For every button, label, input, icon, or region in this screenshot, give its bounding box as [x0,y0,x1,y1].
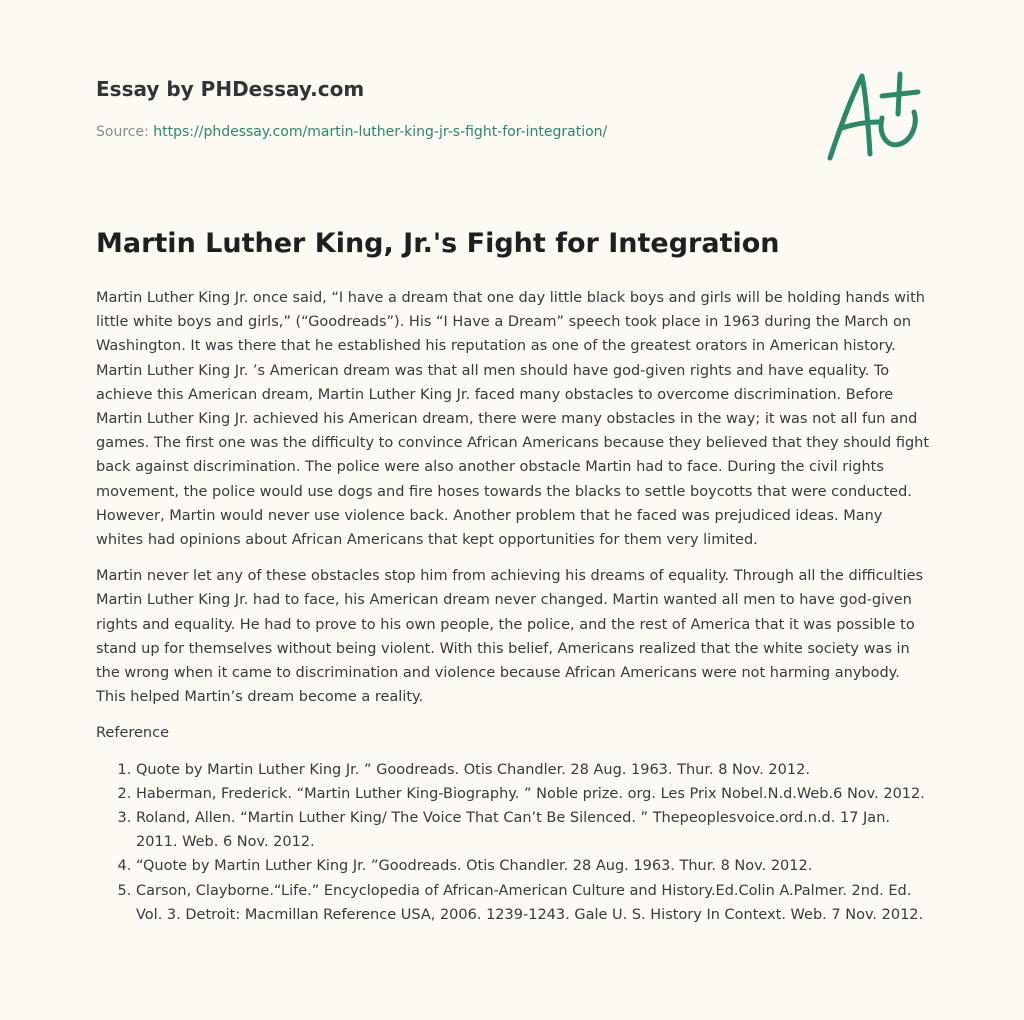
essay-title: Martin Luther King, Jr.'s Fight for Integration [96,228,780,259]
reference-heading: Reference [96,725,170,742]
reference-list [96,758,932,927]
source-line [96,124,607,140]
reference-item: 5. Carson, Clayborne.“Life.” Encyclopedia of African-American Culture and History.Ed.Colin A.Palmer. 2nd. Ed. Vol. 3. Detroit: Macmillan Reference USA, 2006. 1239-1243. Gale U. S. History In Context. Web. 7 Nov. 2012. [136,879,932,927]
site-brand: Essay by PHDessay.com [96,77,365,101]
source-label: Source: [96,124,154,140]
a-plus-grade-icon [822,66,932,166]
reference-item: 1. Quote by Martin Luther King Jr. ” Goodreads. Otis Chandler. 28 Aug. 1963. Thur. 8 Nov. 2012. [136,758,932,782]
reference-item: 2. Haberman, Frederick. “Martin Luther King-Biography. ” Noble prize. org. Les Prix Nobel.N.d.Web.6 Nov. 2012. [136,782,932,806]
paragraph-2: Martin never let any of these obstacles stop him from achieving his dreams of equality. Through all the difficulties Martin Luther King Jr. had to face, his American dream never changed. Martin wanted all men to have god-given rights and equality. He had to prove to his own people, the police, and the rest of America that it was possible to stand up for themselves without being violent. With this belief, Americans realized that the white society was in the wrong when it came to discrimination and violence because African Americans were not harming anybody. This helped Martin’s dream become a reality. [96,568,924,706]
reference-item: 4. “Quote by Martin Luther King Jr. ”Goodreads. Otis Chandler. 28 Aug. 1963. Thur. 8 Nov. 2012. [136,854,932,878]
source-link[interactable]: https://phdessay.com/martin-luther-king-jr-s-fight-for-integration/ [153,124,608,140]
essay-body [96,286,932,927]
paragraph-1: Martin Luther King Jr. once said, “I have a dream that one day little black boys and girls will be holding hands with little white boys and girls,” (“Goodreads”). His “I Have a Dream” speech took place in 1963 during the March on Washington. It was there that he established his reputation as one of the greatest orators in American history. Martin Luther King Jr. ’s American dream was that all men should have god-given rights and have equality. To achieve this American dream, Martin Luther King Jr. faced many obstacles to overcome discrimination. Before Martin Luther King Jr. achieved his American dream, there were many obstacles in the way; it was not all fun and games. The first one was the difficulty to convince African Americans because they believed that they should fight back against discrimination. The police were also another obstacle Martin had to face. During the civil rights movement, the police would use dogs and fire hoses towards the blacks to settle boycotts that were conducted. However, Martin would never use violence back. Another problem that he faced was prejudiced ideas. Many whites had opinions about African Americans that kept opportunities for them very limited. [96,290,930,549]
reference-item: 3. Roland, Allen. “Martin Luther King/ The Voice That Can’t Be Silenced. ” Thepeoplesvoice.ord.n.d. 17 Jan. 2011. Web. 6 Nov. 2012. [136,806,932,854]
